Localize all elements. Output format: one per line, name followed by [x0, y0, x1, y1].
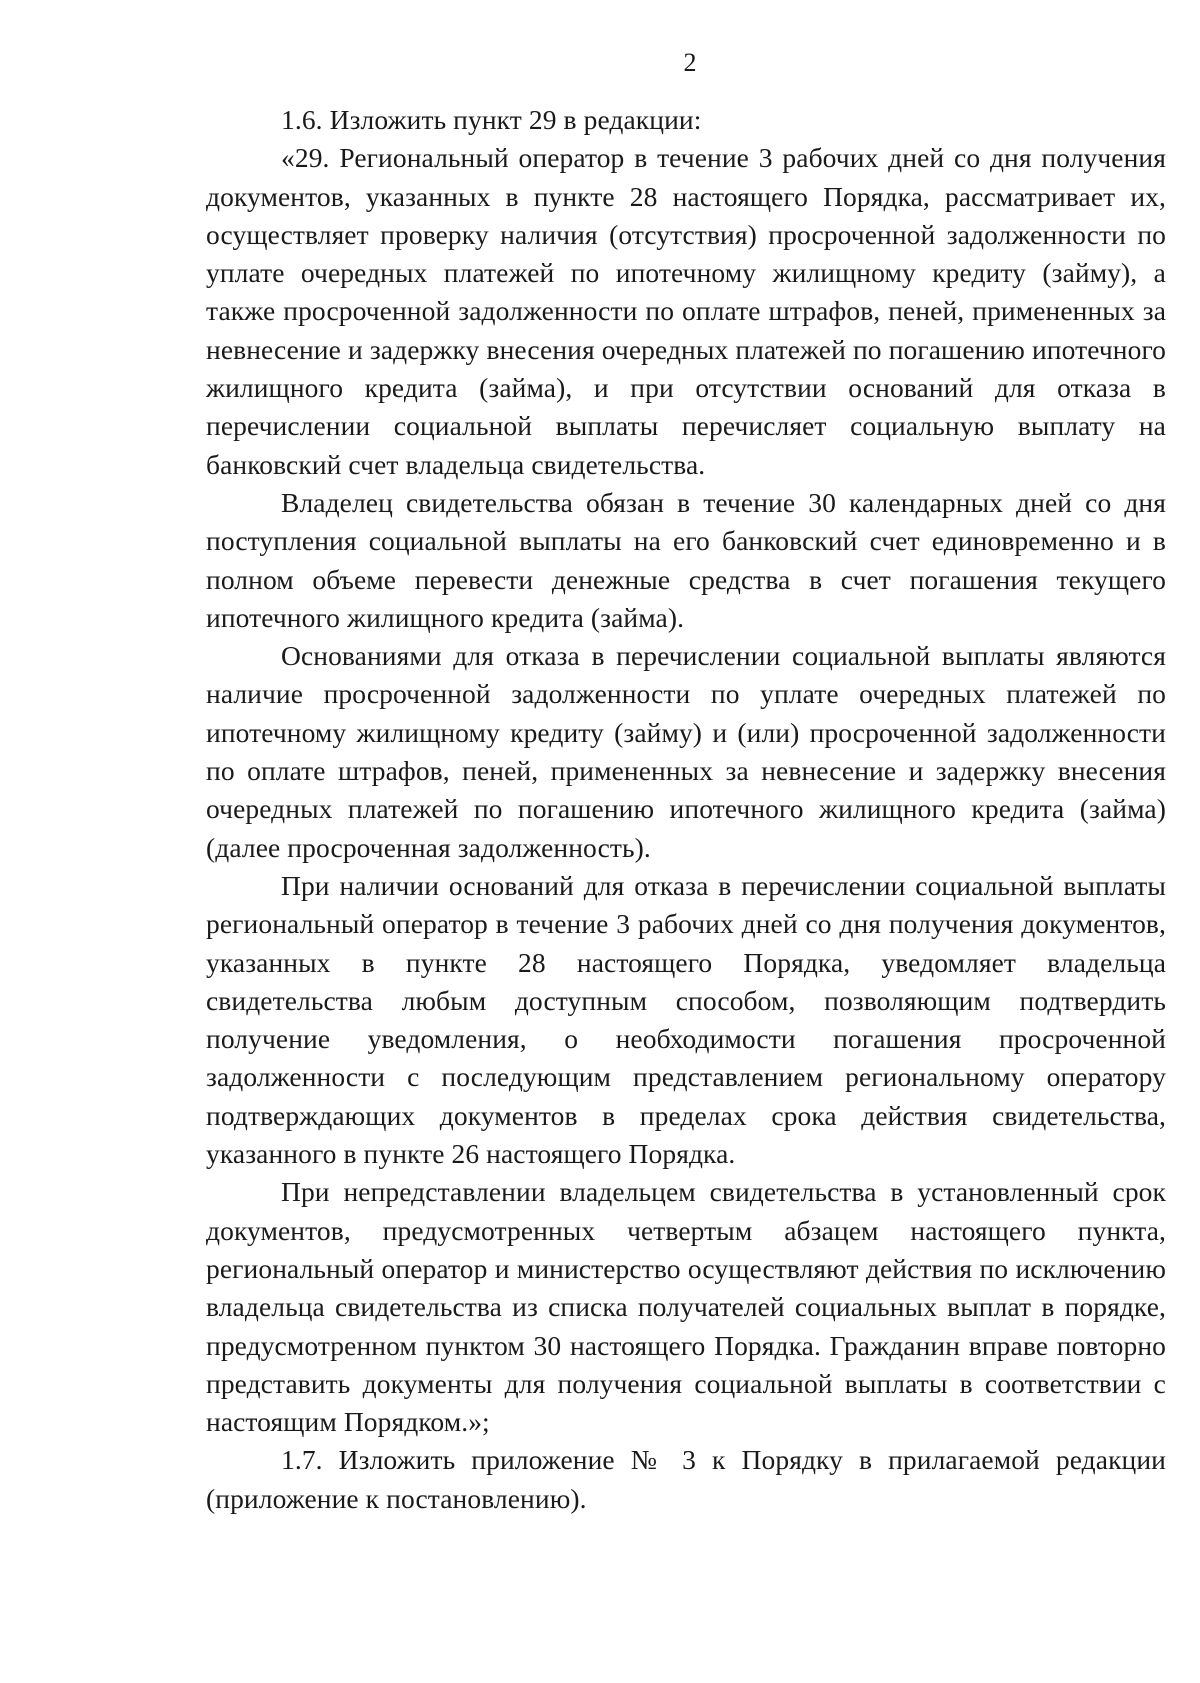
paragraph-non-submission: При непредставлении владельцем свидетельства в установленный срок документов, предусмотренных четвертым абзацем настоящего пункта, региональный оператор и министерство осуществляют действия по исключению владельца свидетельства из списка получателей социальных выплат в порядке, предусмотренном пунктом 30 настоящего Порядка. Гражданин вправе повторно представить документы для получения социальной выплаты в соответствии с настоящим Порядком.»; [206, 1176, 1166, 1438]
paragraph-owner-obligation: Владелец свидетельства обязан в течение 30 календарных дней со дня поступления социальной выплаты на его банковский счет единовременно и в полном объеме перевести денежные средства в счет погашения текущего ипотечного жилищного кредита (займа). [206, 486, 1166, 633]
paragraph-1-7: 1.7. Изложить приложение № 3 к Порядку в прилагаемой редакции (приложение к постановлению). [206, 1444, 1166, 1514]
document-body [206, 101, 1166, 1518]
page-number: 2 [683, 48, 697, 77]
paragraph-refusal-grounds: Основаниями для отказа в перечислении социальной выплаты являются наличие просроченной задолженности по уплате очередных платежей по ипотечному жилищному кредиту (займу) и (или) просроченной задолженности по оплате штрафов, пеней, примененных за невнесение и задержку внесения очередных платежей по погашению ипотечного жилищного кредита (займа) (далее просроченная задолженность). [206, 640, 1166, 863]
paragraph-point-29: «29. Региональный оператор в течение 3 рабочих дней со дня получения документов, указанных в пункте 28 настоящего Порядка, рассматривает их, осуществляет проверку наличия (отсутствия) просроченной задолженности по уплате очередных платежей по ипотечному жилищному кредиту (займу), а также просроченной задолженности по оплате штрафов, пеней, примененных за невнесение и задержку внесения очередных платежей по погашению ипотечного жилищного кредита (займа), и при отсутствии оснований для отказа в перечислении социальной выплаты перечисляет социальную выплату на банковский счет владельца свидетельства. [206, 142, 1166, 480]
paragraph-refusal-notification: При наличии оснований для отказа в перечислении социальной выплаты региональный оператор в течение 3 рабочих дней со дня получения документов, указанных в пункте 28 настоящего Порядка, уведомляет владельца свидетельства любым доступным способом, позволяющим подтвердить получение уведомления, о необходимости погашения просроченной задолженности с последующим представлением региональному оператору подтверждающих документов в пределах срока действия свидетельства, указанного в пункте 26 настоящего Порядка. [206, 869, 1166, 1170]
paragraph-1-6: 1.6. Изложить пункт 29 в редакции: [281, 104, 702, 135]
